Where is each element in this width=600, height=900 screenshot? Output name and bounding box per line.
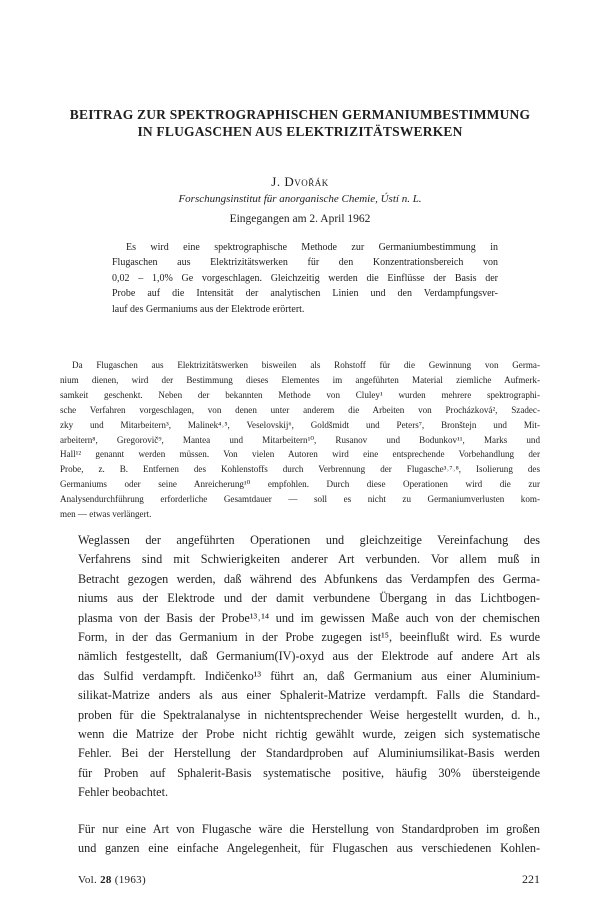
intro-line: Hall¹² genannt werden müssen. Von vielen Autoren wird eine entsprechende Vorbehandlung der: [60, 449, 540, 460]
body-line: plasma von der Basis der Probe¹³˒¹⁴ und im gewissen Maße auch von der chemischen: [78, 610, 540, 625]
intro-line: samkeit geschenkt. Neben der bekannten Methode von Cluley¹ wurden mehrere spektrographi-: [60, 389, 540, 400]
title-line: IN FLUGASCHEN AUS ELEKTRIZITÄTSWERKEN: [137, 124, 463, 139]
journal-volume: [78, 874, 146, 886]
intro-line: Analysendurchführung erforderliche Gesamtdauer — soll es nicht zu Germaniumverlusten kom-: [60, 494, 540, 505]
body-line: silikat-Matrize anders als aus einer Sphalerit-Matrize verdampft. Falls die Standard-: [78, 688, 540, 703]
abstract-line: Probe auf die Intensität der analytischen Linien und den Verdampfungsver-: [112, 288, 498, 300]
volume-number: 28: [100, 874, 112, 886]
body-line: das Sulfid verdampft. Indičenko¹³ führt an, daß Germanium aus einer Aluminium-: [78, 668, 540, 683]
volume-year: (1963): [114, 874, 146, 886]
abstract: [112, 240, 498, 317]
body-line: proben für die Spektralanalyse in nichtentsprechender Weise hergestellt wurden, d. h.,: [78, 707, 540, 722]
volume-label: Vol.: [78, 874, 98, 886]
body-line: Fehler. Bei der Herstellung der Standardproben auf Aluminiumsilikat-Basis werden: [78, 746, 540, 761]
body-line: Weglassen der angeführten Operationen und gleichzeitige Vereinfachung des: [78, 533, 540, 547]
body-line: wenn die Matrize der Probe nicht richtig gewählt wurde, zeigen sich systematische: [78, 727, 540, 742]
body-line: nämlich festgestellt, daß Germanium(IV)-oxyd aus der Elektrode auf andere Art als: [78, 649, 540, 664]
intro-line: Da Flugaschen aus Elektrizitätswerken bisweilen als Rohstoff für die Gewinnung von Germa-: [72, 360, 540, 370]
body-line: und ganzen eine einfache Angelegenheit, für Flugaschen aus verschiedenen Kohlen-: [78, 841, 540, 856]
page-number: 221: [522, 872, 540, 886]
intro-line: sche Verfahren vorgeschlagen, von denen unter anderem die Arbeiten von Procházková², Szadec-: [60, 404, 540, 415]
title-line: BEITRAG ZUR SPEKTROGRAPHISCHEN GERMANIUMBESTIMMUNG: [69, 107, 531, 122]
body-paragraph-1: [78, 531, 540, 803]
intro-line: Germaniums oder seine Anreicherung¹⁰ empfohlen. Durch diese Operationen wird die zur: [60, 479, 540, 490]
author-affiliation: Forschungsinstitut für anorganische Chemie, Ústí n. L.: [178, 193, 422, 205]
abstract-line: Es wird eine spektrographische Methode zur Germaniumbestimmung in: [126, 242, 498, 253]
intro-line: zky und Mitarbeitern³, Malinek⁴˒⁵, Veselovskij⁶, Goldšmidt und Peters⁷, Bronštejn und Mit-: [60, 419, 540, 430]
body-paragraph-2: [78, 820, 540, 859]
article-title: [60, 106, 540, 140]
intro-paragraph: [60, 358, 540, 522]
abstract-line: Flugaschen aus Elektrizitätswerken für den Konzentrationsbereich von: [112, 257, 498, 269]
body-line: Form, in der das Germanium in der Probe zugegen ist¹⁵, beeinflußt wird. Es wurde: [78, 630, 540, 645]
body-line: Betracht gezogen werden, daß während des Abfunkens das Verdampfen des Germa-: [78, 571, 540, 586]
body-line: für Proben auf Sphalerit-Basis systematische positive, häufig 30% übersteigende: [78, 765, 540, 780]
intro-line: Probe, z. B. Entfernen des Kohlenstoffs durch Verbrennung der Flugasche³˒⁷˒⁸, Isolierung des: [60, 464, 540, 475]
body-line: Verfahrens sind mit Schwierigkeiten anderer Art verbunden. Vor allem muß in: [78, 552, 540, 567]
intro-line: arbeitern⁸, Gregorovič⁹, Mantea und Mitarbeitern¹⁰, Rusanov und Bodunkov¹¹, Marks und: [60, 434, 540, 445]
intro-line: men — etwas verlängert.: [60, 509, 152, 520]
body-line: Für nur eine Art von Flugasche wäre die Herstellung von Standardproben im großen: [78, 822, 540, 836]
body-line: Fehler beobachtet.: [78, 785, 169, 800]
body-line: niums aus der Elektrode und der damit verbundene Übergang in das Lichtbogen-: [78, 591, 540, 606]
abstract-line: 0,02 – 1,0% Ge vorgeschlagen. Gleichzeitig werden die Einflüsse der Basis der: [112, 272, 498, 284]
author-name: J. Dvořák: [271, 174, 329, 189]
intro-line: nium dienen, wird der Bestimmung dieses Elementes im angeführten Material ziemliche Aufmerk-: [60, 374, 540, 385]
received-date: Eingegangen am 2. April 1962: [229, 213, 371, 225]
abstract-line: lauf des Germaniums aus der Elektrode erörtert.: [112, 303, 305, 315]
